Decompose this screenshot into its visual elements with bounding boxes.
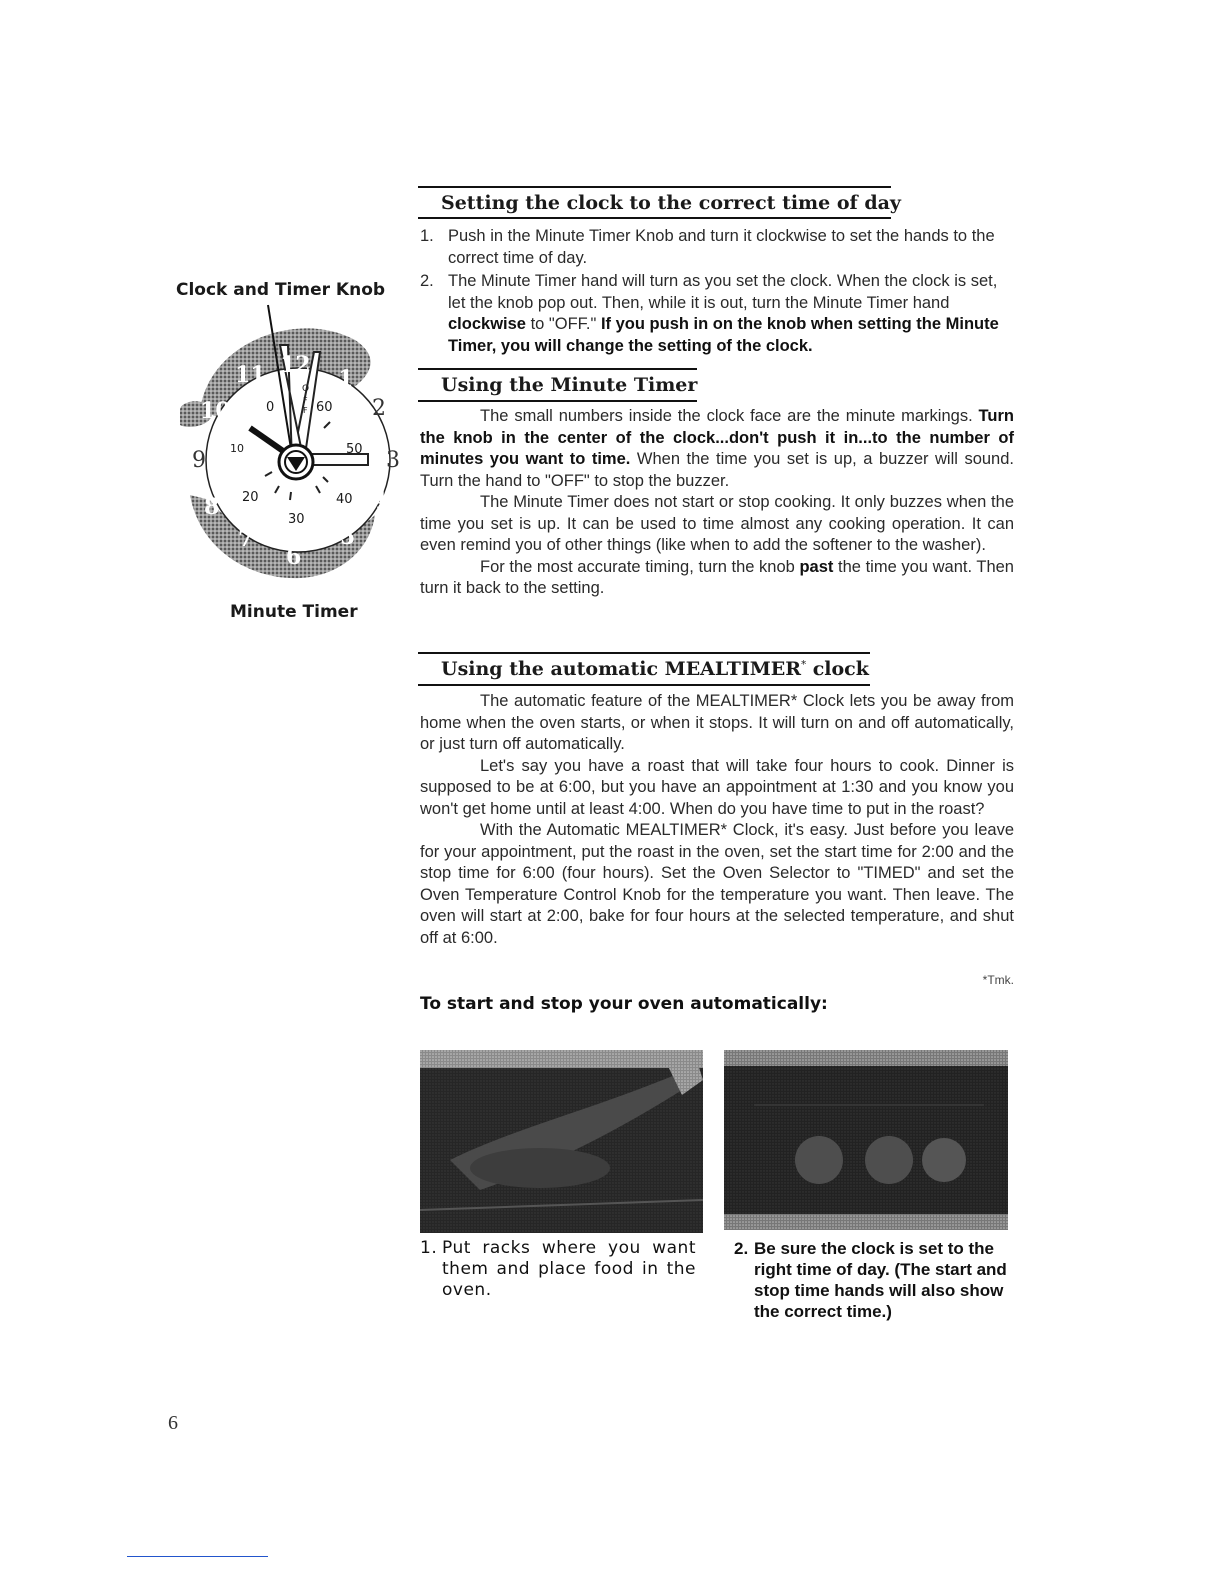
section-rule-top: [418, 186, 891, 188]
timer-body: [420, 406, 1014, 600]
mealtimer-paragraph-1: The automatic feature of the MEALTIMER* Clock lets you be away from home when the oven starts, or when it stops. It will turn on and off automatically, or just turn off automatically.: [420, 692, 1014, 753]
paragraph-emphasis: past: [799, 557, 834, 576]
step-number: 1.: [420, 1238, 438, 1258]
step-text: Put racks where you want them and place food in the oven.: [442, 1238, 696, 1300]
step-warning: If you push in on the knob when setting the Minute Timer, you will change the setting of the clock.: [448, 315, 999, 355]
step-emphasis: clockwise: [448, 315, 526, 333]
paragraph-text: The small numbers inside the clock face are the minute markings.: [480, 407, 973, 425]
minute-label-60: 60: [316, 400, 333, 415]
hour-label-6: 6: [286, 544, 302, 570]
oven-clock-photo-image: [724, 1050, 1008, 1230]
trademark-mark: *: [801, 659, 807, 671]
footnote-separator: [127, 1556, 268, 1557]
minute-label-0: 0: [266, 400, 275, 415]
hour-label-5: 5: [340, 524, 356, 550]
step-text: The Minute Timer hand will turn as you set the clock. When the clock is set, let the knob pop out. Then, while it is out, turn the Minute Timer hand: [448, 272, 998, 312]
heading-text: clock: [812, 658, 869, 680]
section-rule-bottom: [418, 217, 891, 219]
paragraph-emphasis: Turn the knob in the center of the clock...don't push it in...to the number of minutes you want to time.: [420, 407, 1014, 468]
minute-label-20: 20: [242, 490, 259, 505]
step-text: Push in the Minute Timer Knob and turn it clockwise to set the hands to the correct time of day.: [448, 227, 995, 267]
section-rule-bottom: [418, 400, 697, 402]
hour-label-7: 7: [238, 526, 254, 552]
hour-label-10: 10: [200, 398, 231, 424]
section-rule-top: [418, 368, 697, 370]
hour-label-12: 12: [280, 352, 311, 378]
step-number: 2.: [734, 1239, 749, 1258]
step-caption-1: [420, 1238, 696, 1301]
oven-rack-photo-image: [420, 1050, 703, 1233]
section-heading-mealtimer: [441, 658, 869, 680]
figure-title: Clock and Timer Knob: [176, 280, 386, 300]
timer-paragraph-3: [420, 557, 1014, 600]
dial-labels: [180, 300, 405, 600]
hour-label-4: 4: [372, 488, 388, 514]
minute-label-50: 50: [346, 442, 363, 457]
mealtimer-body: [420, 691, 1014, 949]
step-text: Be sure the clock is set to the right time of day. (The start and stop time hands will also show the correct time.): [754, 1239, 1007, 1321]
timer-paragraph-2: The Minute Timer does not start or stop cooking. It only buzzes when the time you set is up. It can be used to time almost any cooking operation. It can even remind you of other things (like when to add the softener to the washer).: [420, 493, 1014, 554]
section-heading-timer: Using the Minute Timer: [441, 374, 698, 396]
step-number: 2.: [420, 272, 434, 290]
paragraph-text: When the time you set is up, a buzzer will sound. Turn the hand to "OFF" to stop the buzzer.: [420, 450, 1014, 490]
section-heading-clock: Setting the clock to the correct time of day: [441, 192, 901, 214]
oven-rack-photo: [420, 1050, 703, 1233]
off-letter-o: O: [302, 384, 310, 394]
mealtimer-paragraph-2: Let's say you have a roast that will take four hours to cook. Dinner is supposed to be at 6:00, but you have an appointment at 1:30 and you know you won't get home until at least 4:00. When do you have time to put in the roast?: [420, 756, 1014, 818]
heading-text: Using the automatic MEALTIMER: [441, 658, 802, 680]
oven-clock-photo: [724, 1050, 1008, 1230]
hour-label-2: 2: [372, 396, 386, 421]
section-rule-top: [418, 652, 870, 654]
minute-label-30: 30: [288, 512, 305, 527]
timer-paragraph-1: [420, 406, 1014, 492]
off-letter-f1: F: [303, 396, 308, 405]
step-text: to "OFF.": [530, 315, 597, 333]
step-caption-2: [734, 1238, 1010, 1322]
hour-label-11: 11: [235, 362, 266, 388]
hour-label-3: 3: [386, 448, 400, 473]
hour-label-9: 9: [192, 448, 206, 473]
section-rule-bottom: [418, 684, 870, 686]
step-number: 1.: [420, 227, 434, 245]
clock-step-2: [420, 271, 1016, 357]
minute-label-40: 40: [336, 492, 353, 507]
trademark-note: *Tmk.: [982, 973, 1014, 987]
paragraph-text: For the most accurate timing, turn the knob: [480, 557, 795, 576]
paragraph-text: the time you want. Then turn it back to the setting.: [420, 557, 1014, 597]
minute-label-10: 10: [230, 442, 244, 455]
hour-label-8: 8: [204, 494, 220, 520]
off-letter-f2: F: [303, 406, 308, 415]
mealtimer-paragraph-3: With the Automatic MEALTIMER* Clock, it's easy. Just before you leave for your appointment, put the roast in the oven, set the start time for 2:00 and the stop time for 6:00 (four hours). Set the Oven Selector to "TIMED" and set the Oven Temperature Control Knob for the temperature you want. Then leave. The oven will start at 2:00, bake for four hours at the selected temperature, and shut off at 6:00.: [420, 821, 1014, 947]
hour-label-1: 1: [338, 366, 354, 392]
page-number: 6: [168, 1412, 178, 1434]
clock-step-1: [420, 226, 1016, 269]
automatic-subheading: To start and stop your oven automatically:: [420, 994, 828, 1014]
figure-caption: Minute Timer: [230, 602, 358, 622]
clock-steps: [420, 226, 1016, 359]
